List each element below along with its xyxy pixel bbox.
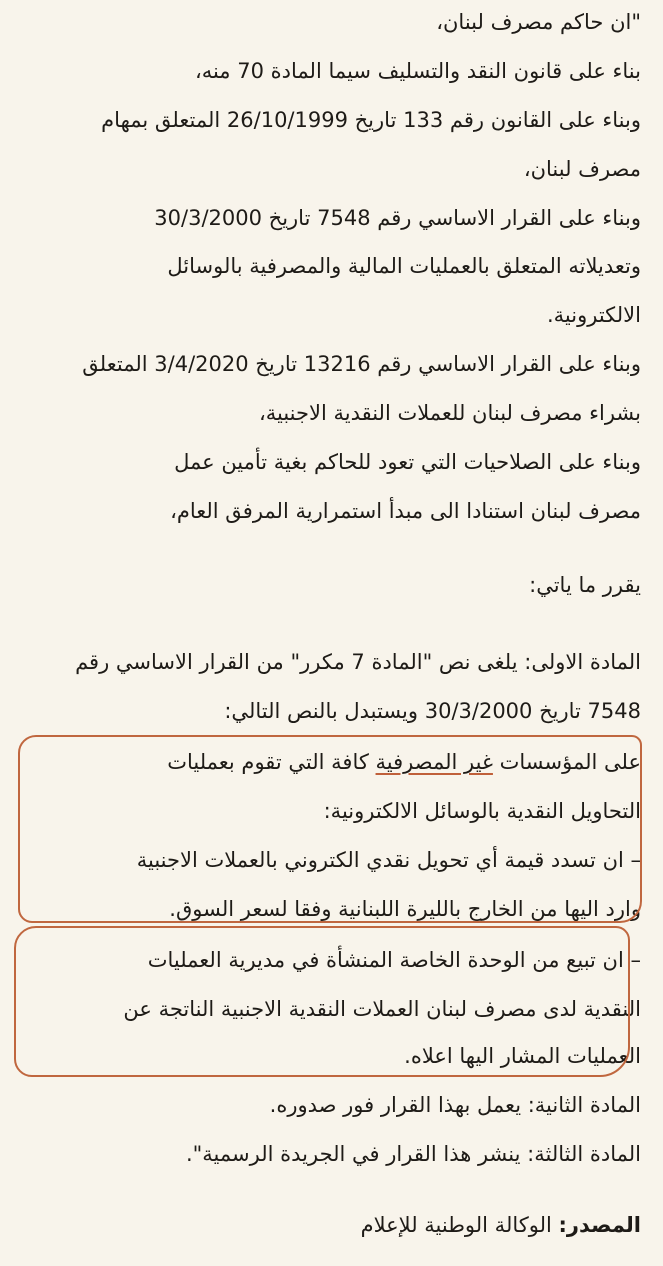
highlighted-line: [26, 746, 641, 780]
highlighted-line: – ان تبيع من الوحدة الخاصة المنشأة في مديرية العمليات: [147, 948, 641, 972]
source-line: [26, 1209, 641, 1243]
source-label: المصدر:: [558, 1213, 641, 1237]
highlighted-line: وارد اليها من الخارج بالليرة اللبنانية وفقا لسعر السوق.: [169, 897, 641, 921]
text-line: بشراء مصرف لبنان للعملات النقدية الاجنبية،: [258, 401, 641, 425]
text-line: وبناء على القرار الاساسي رقم 7548 تاريخ 30/3/2000: [154, 206, 641, 230]
text-line: وبناء على الصلاحيات التي تعود للحاكم بغية تأمين عمل: [174, 450, 641, 474]
text-line: وبناء على القانون رقم 133 تاريخ 26/10/1999 المتعلق بمهام: [101, 108, 641, 132]
text-line: الالكترونية.: [547, 303, 641, 327]
article-1-line: المادة الاولى: يلغى نص "المادة 7 مكرر" من القرار الاساسي رقم: [75, 650, 641, 674]
text-segment: على المؤسسات: [492, 750, 641, 774]
text-line: بناء على قانون النقد والتسليف سيما المادة 70 منه،: [194, 59, 641, 83]
highlighted-line: النقدية لدى مصرف لبنان العملات النقدية الاجنبية الناتجة عن: [123, 997, 641, 1021]
source-value: الوكالة الوطنية للإعلام: [360, 1213, 552, 1237]
underlined-phrase: غير المصرفية: [375, 750, 493, 774]
text-line: "ان حاكم مصرف لبنان،: [436, 10, 641, 34]
article-3-line: المادة الثالثة: ينشر هذا القرار في الجريدة الرسمية".: [185, 1142, 641, 1166]
text-segment: كافة التي تقوم بعمليات: [167, 750, 376, 774]
article-2-line: المادة الثانية: يعمل بهذا القرار فور صدوره.: [269, 1093, 641, 1117]
text-line: مصرف لبنان،: [523, 157, 641, 181]
highlighted-line: التحاويل النقدية بالوسائل الالكترونية:: [323, 799, 641, 823]
highlighted-line: العمليات المشار اليها اعلاه.: [404, 1044, 641, 1068]
text-line: وبناء على القرار الاساسي رقم 13216 تاريخ 3/4/2020 المتعلق: [82, 352, 641, 376]
article-1-line: 7548 تاريخ 30/3/2000 ويستبدل بالنص التالي:: [224, 699, 641, 723]
text-line: مصرف لبنان استنادا الى مبدأ استمرارية المرفق العام،: [170, 499, 641, 523]
highlighted-line: – ان تسدد قيمة أي تحويل نقدي الكتروني بالعملات الاجنبية: [136, 848, 641, 872]
text-line: وتعديلاته المتعلق بالعمليات المالية والمصرفية بالوسائل: [167, 254, 641, 278]
decision-heading: يقرر ما ياتي:: [529, 573, 641, 597]
